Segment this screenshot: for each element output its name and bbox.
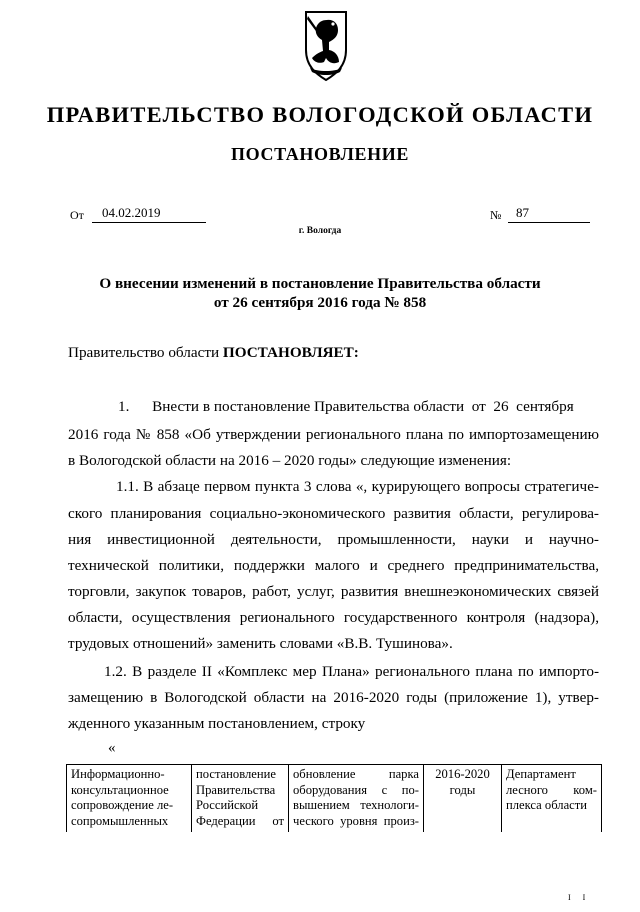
table-row	[67, 765, 602, 835]
quote-open-mark: «	[108, 740, 116, 756]
body-line: 2016 года № 858 «Об утверждении регионального плана по импортозамещению	[68, 426, 599, 443]
body-line: 1.1. В абзаце первом пункта 3 слова «, курирующего вопросы стратегиче-	[116, 478, 599, 495]
body-line: торговли, закупок товаров, работ, услуг, развития внешнеэкономических связей	[68, 583, 599, 600]
body-line: трудовых отношений» заменить словами «В.В. Тушинова».	[68, 635, 453, 652]
body-line: области, осуществления регионального государственного контроля (надзора),	[68, 609, 599, 626]
date-underline	[92, 222, 206, 223]
number-prefix: №	[490, 208, 502, 222]
subject-line-2: от 26 сентября 2016 года № 858	[213, 294, 427, 311]
date-prefix: От	[70, 208, 84, 222]
document-type: ПОСТАНОВЛЕНИЕ	[231, 144, 409, 164]
body-line: 1. Внести в постановление Правительства области от 26 сентября	[118, 398, 574, 415]
preamble-text: Правительство области	[68, 344, 220, 361]
table-cell: обновление парка оборудования с по- вышением технологи- ческого уровня произ-	[289, 765, 424, 835]
table-cell: Департамент лесного ком- плекса области	[502, 765, 602, 835]
city: г. Вологда	[298, 226, 342, 236]
body-line: 1.2. В разделе II «Комплекс мер Плана» регионального плана по импорто-	[104, 663, 599, 680]
body-line: ния инвестиционной деятельности, промышленности, науки и научно-	[68, 531, 599, 548]
table-cell: постановление Правительства Российской Федерации от	[192, 765, 289, 835]
table-cell: Информационно- консультационное сопровождение ле- сопромышленных	[67, 765, 192, 835]
body-line: жденного указанным постановлением, строку	[68, 715, 366, 732]
body-line: технической политики, поддержки малого и среднего предпринимательства,	[68, 557, 599, 574]
body-line: замещению в Вологодской области на 2016-2020 годы (приложение 1), утвер-	[68, 689, 599, 706]
document-date: 04.02.2019	[102, 205, 161, 220]
preamble-emphasis: ПОСТАНОВЛЯЕТ:	[222, 344, 359, 361]
body-line: ского планирования социально-экономического развития области, регулирова-	[68, 505, 599, 522]
subject-line-1: О внесении изменений в постановление Правительства области	[99, 275, 541, 292]
number-underline	[508, 222, 590, 223]
coat-of-arms-emblem	[300, 10, 352, 82]
document-number: 87	[516, 205, 529, 220]
page-marks: I I	[568, 893, 591, 902]
preamble	[68, 344, 599, 362]
document-subject	[60, 274, 580, 312]
table-cell: 2016-2020 годы	[424, 765, 502, 835]
body-line: в Вологодской области на 2016 – 2020 годы» следующие изменения:	[68, 452, 512, 469]
government-title: ПРАВИТЕЛЬСТВО ВОЛОГОДСКОЙ ОБЛАСТИ	[46, 102, 594, 127]
plan-table	[66, 764, 602, 835]
page-bottom-mask	[60, 832, 620, 912]
